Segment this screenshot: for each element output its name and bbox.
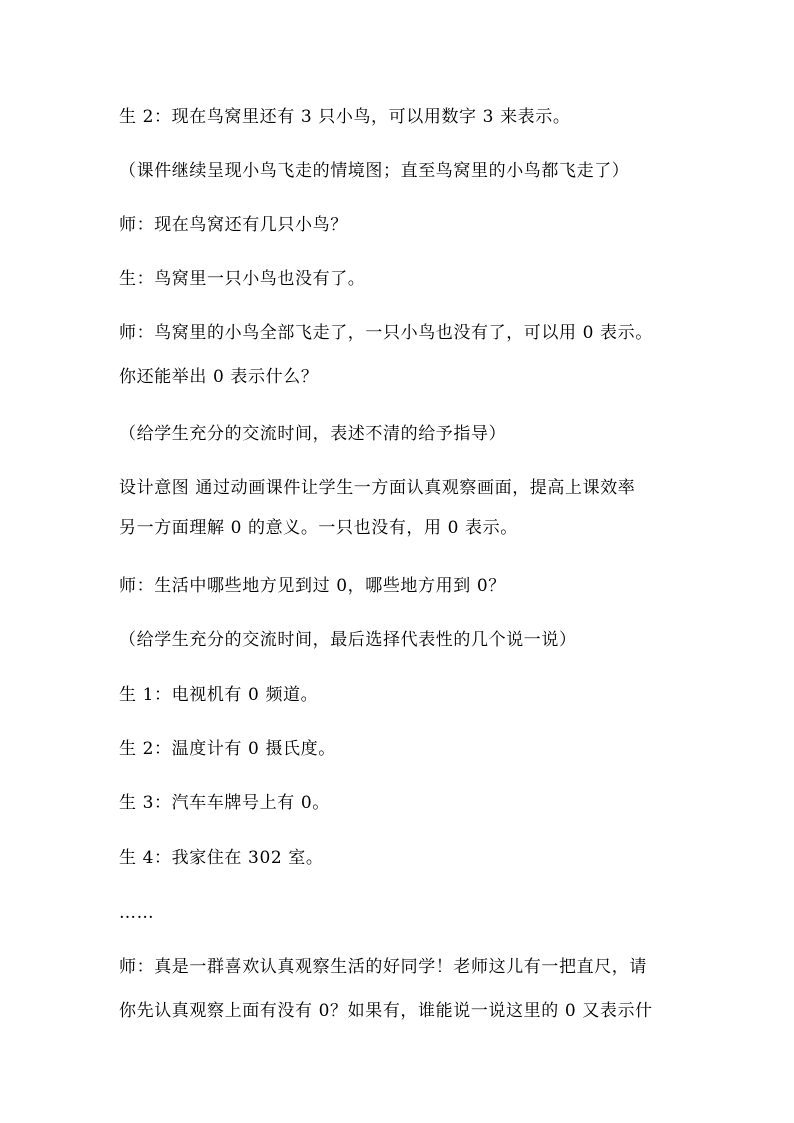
text-line: 生 3：汽车车牌号上有 0。: [119, 793, 330, 813]
text-line: 另一方面理解 0 的意义。一只也没有，用 0 表示。: [119, 518, 518, 538]
text-line: 生 2：温度计有 0 摄氏度。: [119, 739, 336, 759]
text-line: 师：生活中哪些地方见到过 0，哪些地方用到 0？: [119, 576, 506, 596]
text-line: 生：鸟窝里一只小鸟也没有了。: [119, 269, 366, 289]
text-line: 生 1：电视机有 0 频道。: [119, 685, 319, 705]
text-line: （课件继续呈现小鸟飞走的情境图；直至鸟窝里的小鸟都飞走了）: [119, 161, 630, 181]
text-line: （给学生充分的交流时间，表述不清的给予指导）: [119, 424, 507, 444]
text-line: 设计意图 通过动画课件让学生一方面认真观察画面，提高上课效率: [119, 478, 636, 498]
text-line: 师：真是一群喜欢认真观察生活的好同学！老师这儿有一把直尺，请: [119, 957, 647, 977]
text-line: 师：现在鸟窝还有几只小鸟？: [119, 215, 348, 235]
text-line: 生 2：现在鸟窝里还有 3 只小鸟，可以用数字 3 来表示。: [119, 107, 571, 127]
text-line: 你先认真观察上面有没有 0？如果有，谁能说一说这里的 0 又表示什: [119, 1001, 653, 1021]
ellipsis-line: ……: [119, 903, 155, 923]
text-line: （给学生充分的交流时间，最后选择代表性的几个说一说）: [119, 630, 577, 650]
text-line: 你还能举出 0 表示什么？: [119, 367, 319, 387]
text-line: 师：鸟窝里的小鸟全部飞走了，一只小鸟也没有了，可以用 0 表示。: [119, 323, 653, 343]
text-line: 生 4：我家住在 302 室。: [119, 848, 324, 868]
